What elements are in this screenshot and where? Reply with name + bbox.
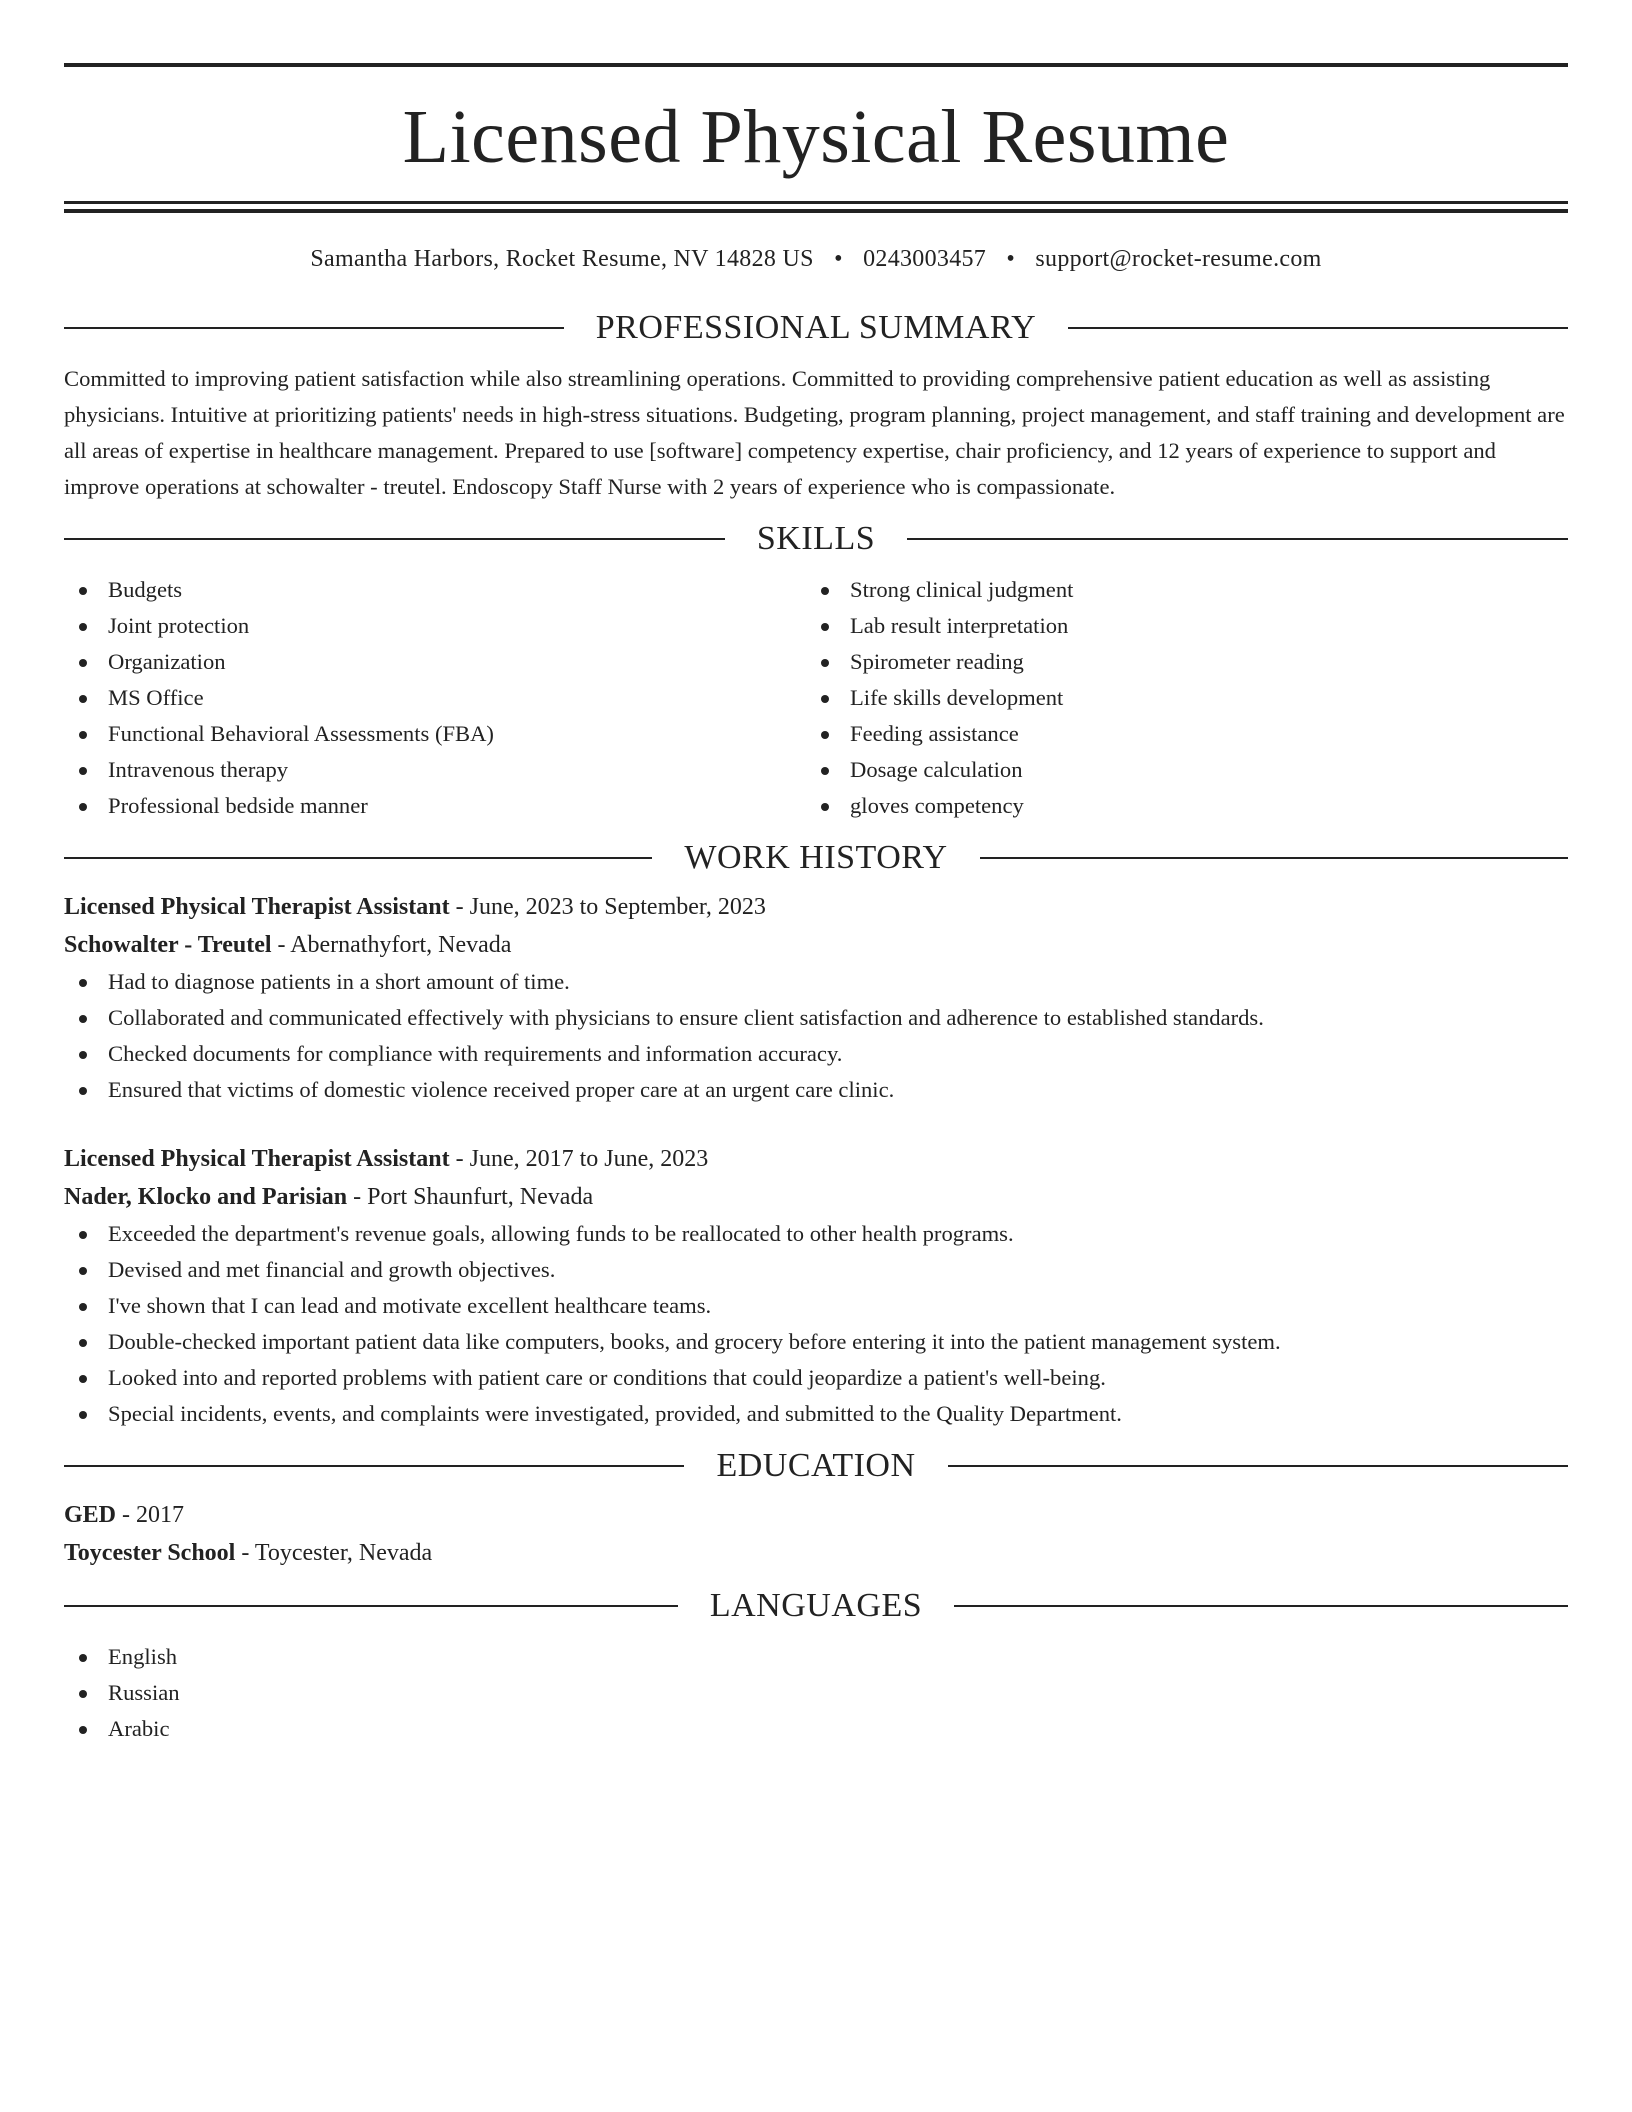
contact-line	[64, 244, 1568, 274]
work-heading-label: WORK HISTORY	[684, 839, 948, 876]
job-title-line	[64, 888, 1568, 926]
job-bullet: Collaborated and communicated effectively with physicians to ensure client satisfaction and adherence to established standards.	[64, 1000, 1568, 1036]
education-degree: GED	[64, 1502, 117, 1528]
job-dates: - June, 2017 to June, 2023	[449, 1146, 709, 1172]
job-bullet: I've shown that I can lead and motivate excellent healthcare teams.	[64, 1288, 1568, 1324]
job-title-line	[64, 1140, 1568, 1178]
education-degree-line	[64, 1496, 1568, 1534]
skill-item: Feeding assistance	[806, 716, 1568, 752]
job-entry	[64, 1140, 1568, 1432]
heading-rule	[1068, 327, 1568, 329]
education-heading-label: EDUCATION	[716, 1447, 916, 1484]
skill-item: Functional Behavioral Assessments (FBA)	[64, 716, 806, 752]
summary-heading	[64, 308, 1568, 348]
summary-text: Committed to improving patient satisfaction while also streamlining operations. Committed to providing comprehensive patient education as well as assisting physicians. Intuitive at prioritizing patients' needs in high-stress situations. Budgeting, program planning, project management, and staff training and development are all areas of expertise in healthcare management. Prepared to use [software] competency expertise, chair proficiency, and 12 years of experience to support and improve operations at schowalter - treutel. Endoscopy Staff Nurse with 2 years of experience who is compassionate.	[64, 366, 1565, 499]
job-company: Nader, Klocko and Parisian	[64, 1184, 348, 1210]
skill-item: Life skills development	[806, 680, 1568, 716]
skill-item: Budgets	[64, 572, 806, 608]
languages-list	[64, 1639, 1568, 1747]
education-school: Toycester School	[64, 1540, 236, 1566]
skills-column-right	[806, 572, 1568, 824]
heading-rule	[907, 538, 1568, 540]
resume-page	[64, 0, 1568, 1747]
job-bullet: Double-checked important patient data like computers, books, and grocery before entering it into the patient management system.	[64, 1324, 1568, 1360]
skill-item: Intravenous therapy	[64, 752, 806, 788]
job-bullet: Checked documents for compliance with requirements and information accuracy.	[64, 1036, 1568, 1072]
job-bullet: Looked into and reported problems with patient care or conditions that could jeopardize a patient's well-being.	[64, 1360, 1568, 1396]
skill-item: Organization	[64, 644, 806, 680]
skill-item: gloves competency	[806, 788, 1568, 824]
education-location: - Toycester, Nevada	[235, 1540, 433, 1566]
top-rule	[64, 63, 1568, 67]
language-item: English	[64, 1639, 1568, 1675]
language-item: Arabic	[64, 1711, 1568, 1747]
skills-list	[64, 572, 1568, 824]
skills-column-left	[64, 572, 806, 824]
job-title: Licensed Physical Therapist Assistant	[64, 1146, 450, 1172]
summary-heading-label: PROFESSIONAL SUMMARY	[595, 309, 1037, 346]
contact-email: support@rocket-resume.com	[1035, 246, 1322, 272]
job-entry	[64, 888, 1568, 1108]
contact-address: Samantha Harbors, Rocket Resume, NV 14828 US	[310, 246, 814, 272]
skills-heading	[64, 519, 1568, 559]
job-company-line	[64, 926, 1568, 964]
job-location: - Port Shaunfurt, Nevada	[347, 1184, 594, 1210]
work-heading	[64, 838, 1568, 878]
skill-item: Joint protection	[64, 608, 806, 644]
education-school-line	[64, 1534, 1568, 1572]
job-bullet: Had to diagnose patients in a short amount of time.	[64, 964, 1568, 1000]
skill-item: MS Office	[64, 680, 806, 716]
job-bullet: Special incidents, events, and complaints were investigated, provided, and submitted to the Quality Department.	[64, 1396, 1568, 1432]
skill-item: Spirometer reading	[806, 644, 1568, 680]
title-double-rule	[64, 201, 1568, 213]
heading-rule	[64, 538, 725, 540]
heading-rule	[980, 857, 1568, 859]
education-heading	[64, 1446, 1568, 1486]
education-entry	[64, 1496, 1568, 1572]
job-bullets	[64, 1216, 1568, 1432]
skills-heading-label: SKILLS	[756, 520, 876, 557]
job-company: Schowalter - Treutel	[64, 932, 272, 958]
job-location: - Abernathyfort, Nevada	[271, 932, 512, 958]
resume-title: Licensed Physical Resume	[402, 95, 1230, 179]
contact-separator: •	[834, 246, 843, 272]
skill-item: Professional bedside manner	[64, 788, 806, 824]
language-item: Russian	[64, 1675, 1568, 1711]
job-dates: - June, 2023 to September, 2023	[449, 894, 766, 920]
heading-rule	[64, 327, 564, 329]
skill-item: Dosage calculation	[806, 752, 1568, 788]
job-bullet: Ensured that victims of domestic violence received proper care at an urgent care clinic.	[64, 1072, 1568, 1108]
contact-separator: •	[1006, 246, 1016, 272]
heading-rule	[64, 857, 652, 859]
job-bullet: Exceeded the department's revenue goals, allowing funds to be reallocated to other health programs.	[64, 1216, 1568, 1252]
languages-heading-label: LANGUAGES	[709, 1587, 923, 1624]
skill-item: Lab result interpretation	[806, 608, 1568, 644]
education-year: - 2017	[116, 1502, 185, 1528]
heading-rule	[64, 1605, 678, 1607]
job-title: Licensed Physical Therapist Assistant	[64, 894, 450, 920]
job-company-line	[64, 1178, 1568, 1216]
heading-rule	[64, 1465, 684, 1467]
job-bullets	[64, 964, 1568, 1108]
contact-phone: 0243003457	[863, 246, 987, 272]
skill-item: Strong clinical judgment	[806, 572, 1568, 608]
languages-heading	[64, 1586, 1568, 1626]
heading-rule	[954, 1605, 1568, 1607]
job-bullet: Devised and met financial and growth objectives.	[64, 1252, 1568, 1288]
heading-rule	[948, 1465, 1568, 1467]
